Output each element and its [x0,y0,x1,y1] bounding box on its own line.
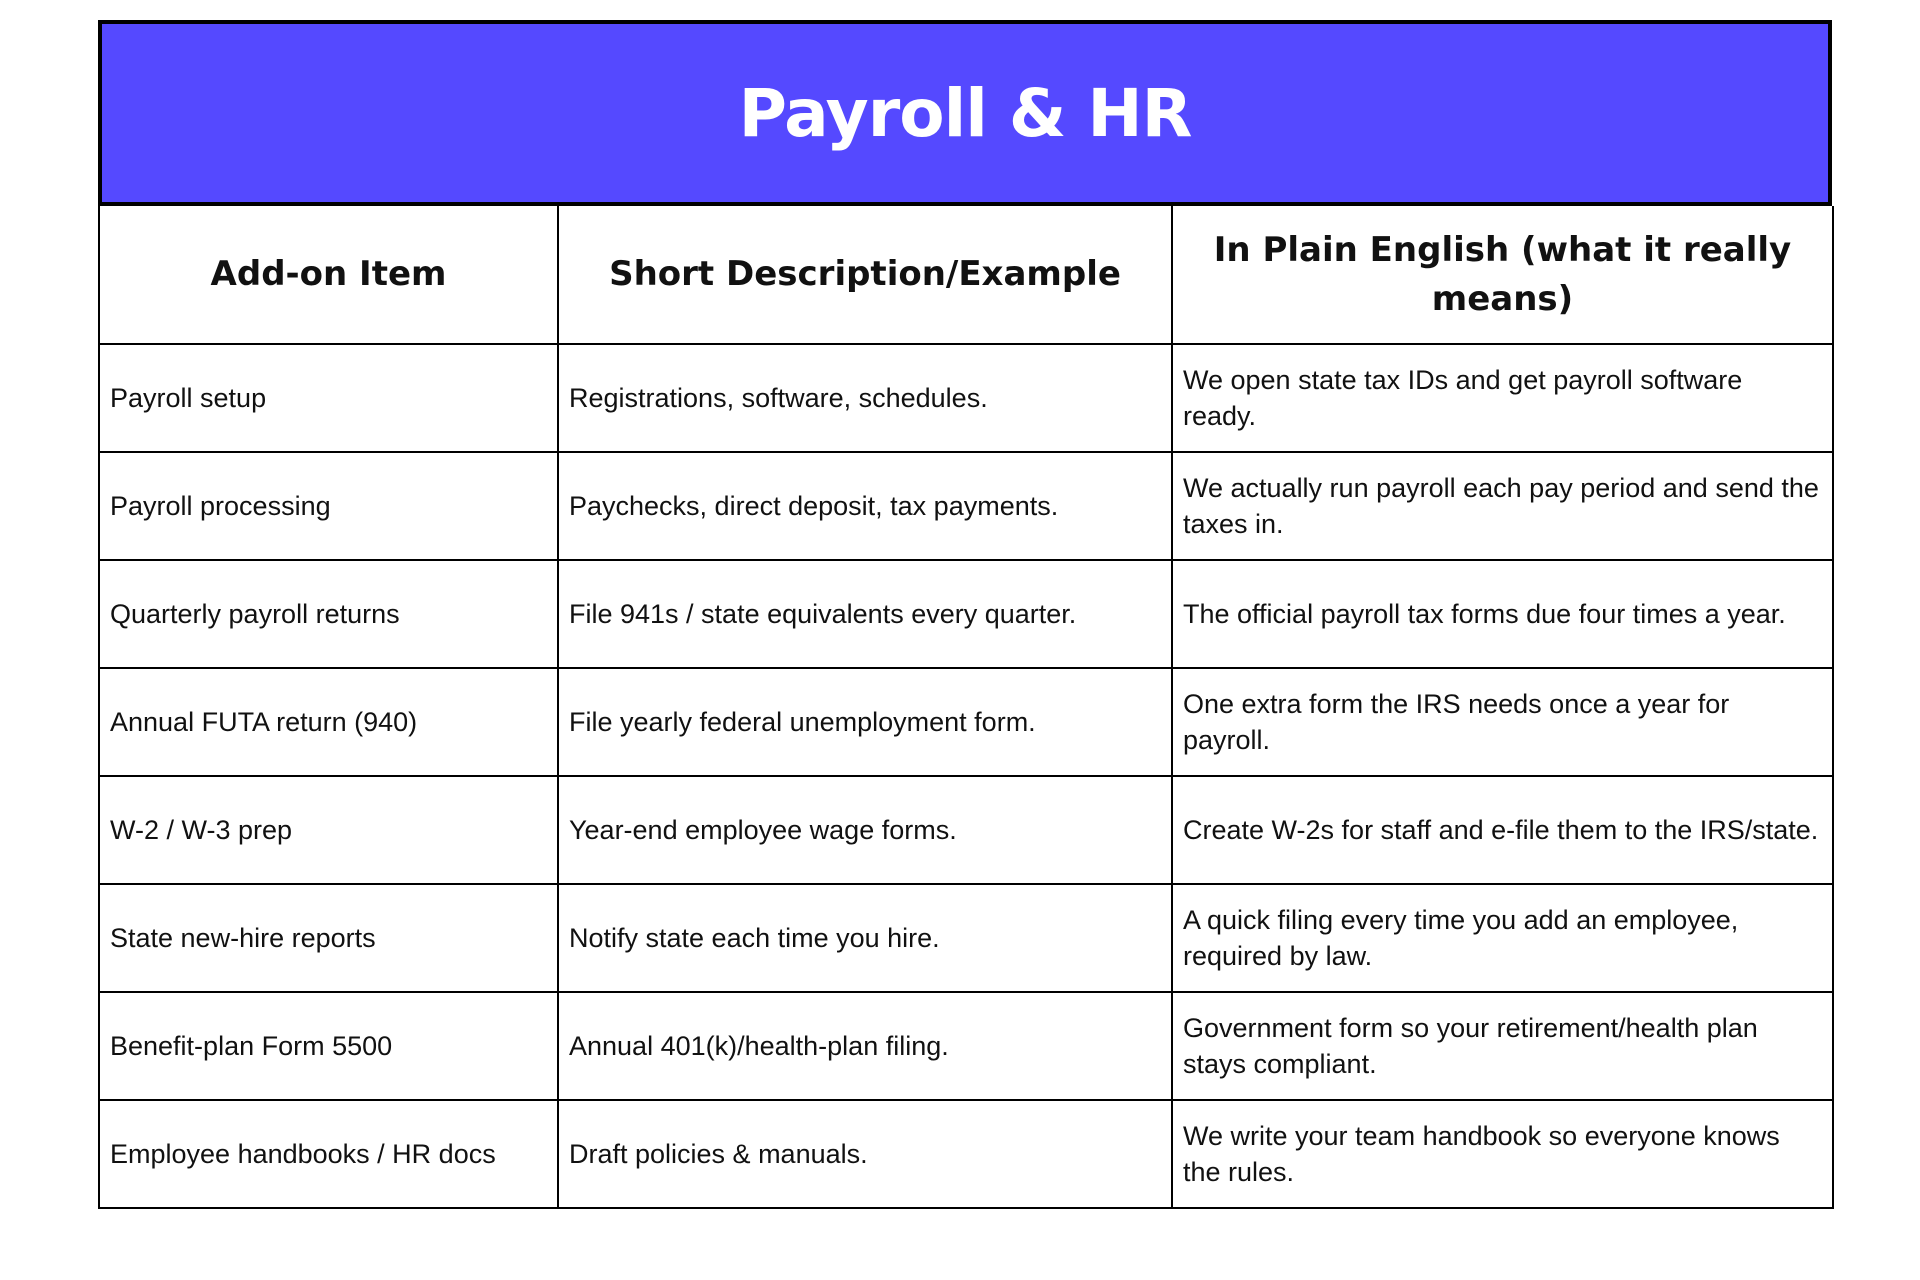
header-short-description: Short Description/Example [558,206,1172,344]
cell-description: Annual 401(k)/health-plan filing. [558,992,1172,1100]
cell-plain-english: We actually run payroll each pay period and send the taxes in. [1172,452,1833,560]
cell-description: Registrations, software, schedules. [558,344,1172,452]
cell-description: Paychecks, direct deposit, tax payments. [558,452,1172,560]
cell-item: Employee handbooks / HR docs [99,1100,558,1208]
cell-description: File yearly federal unemployment form. [558,668,1172,776]
header-plain-english: In Plain English (what it really means) [1172,206,1833,344]
cell-item: State new-hire reports [99,884,558,992]
table-row [99,992,1833,1100]
cell-plain-english: We write your team handbook so everyone knows the rules. [1172,1100,1833,1208]
table-row [99,884,1833,992]
cell-item: Payroll setup [99,344,558,452]
cell-plain-english: A quick filing every time you add an employee, required by law. [1172,884,1833,992]
cell-description: Draft policies & manuals. [558,1100,1172,1208]
table-row [99,344,1833,452]
cell-plain-english: The official payroll tax forms due four times a year. [1172,560,1833,668]
table-row [99,668,1833,776]
page-title: Payroll & HR [738,74,1192,152]
title-banner [98,20,1832,206]
cell-item: Quarterly payroll returns [99,560,558,668]
payroll-hr-sheet [98,20,1832,1209]
cell-plain-english: We open state tax IDs and get payroll software ready. [1172,344,1833,452]
cell-description: Year-end employee wage forms. [558,776,1172,884]
header-row [99,206,1833,344]
table-row [99,560,1833,668]
services-table [98,206,1834,1209]
cell-plain-english: Government form so your retirement/health plan stays compliant. [1172,992,1833,1100]
cell-description: Notify state each time you hire. [558,884,1172,992]
cell-plain-english: Create W-2s for staff and e-file them to the IRS/state. [1172,776,1833,884]
cell-plain-english: One extra form the IRS needs once a year for payroll. [1172,668,1833,776]
table-row [99,1100,1833,1208]
cell-description: File 941s / state equivalents every quarter. [558,560,1172,668]
cell-item: Annual FUTA return (940) [99,668,558,776]
header-add-on-item: Add-on Item [99,206,558,344]
table-row [99,452,1833,560]
cell-item: Benefit-plan Form 5500 [99,992,558,1100]
table-row [99,776,1833,884]
cell-item: Payroll processing [99,452,558,560]
cell-item: W-2 / W-3 prep [99,776,558,884]
